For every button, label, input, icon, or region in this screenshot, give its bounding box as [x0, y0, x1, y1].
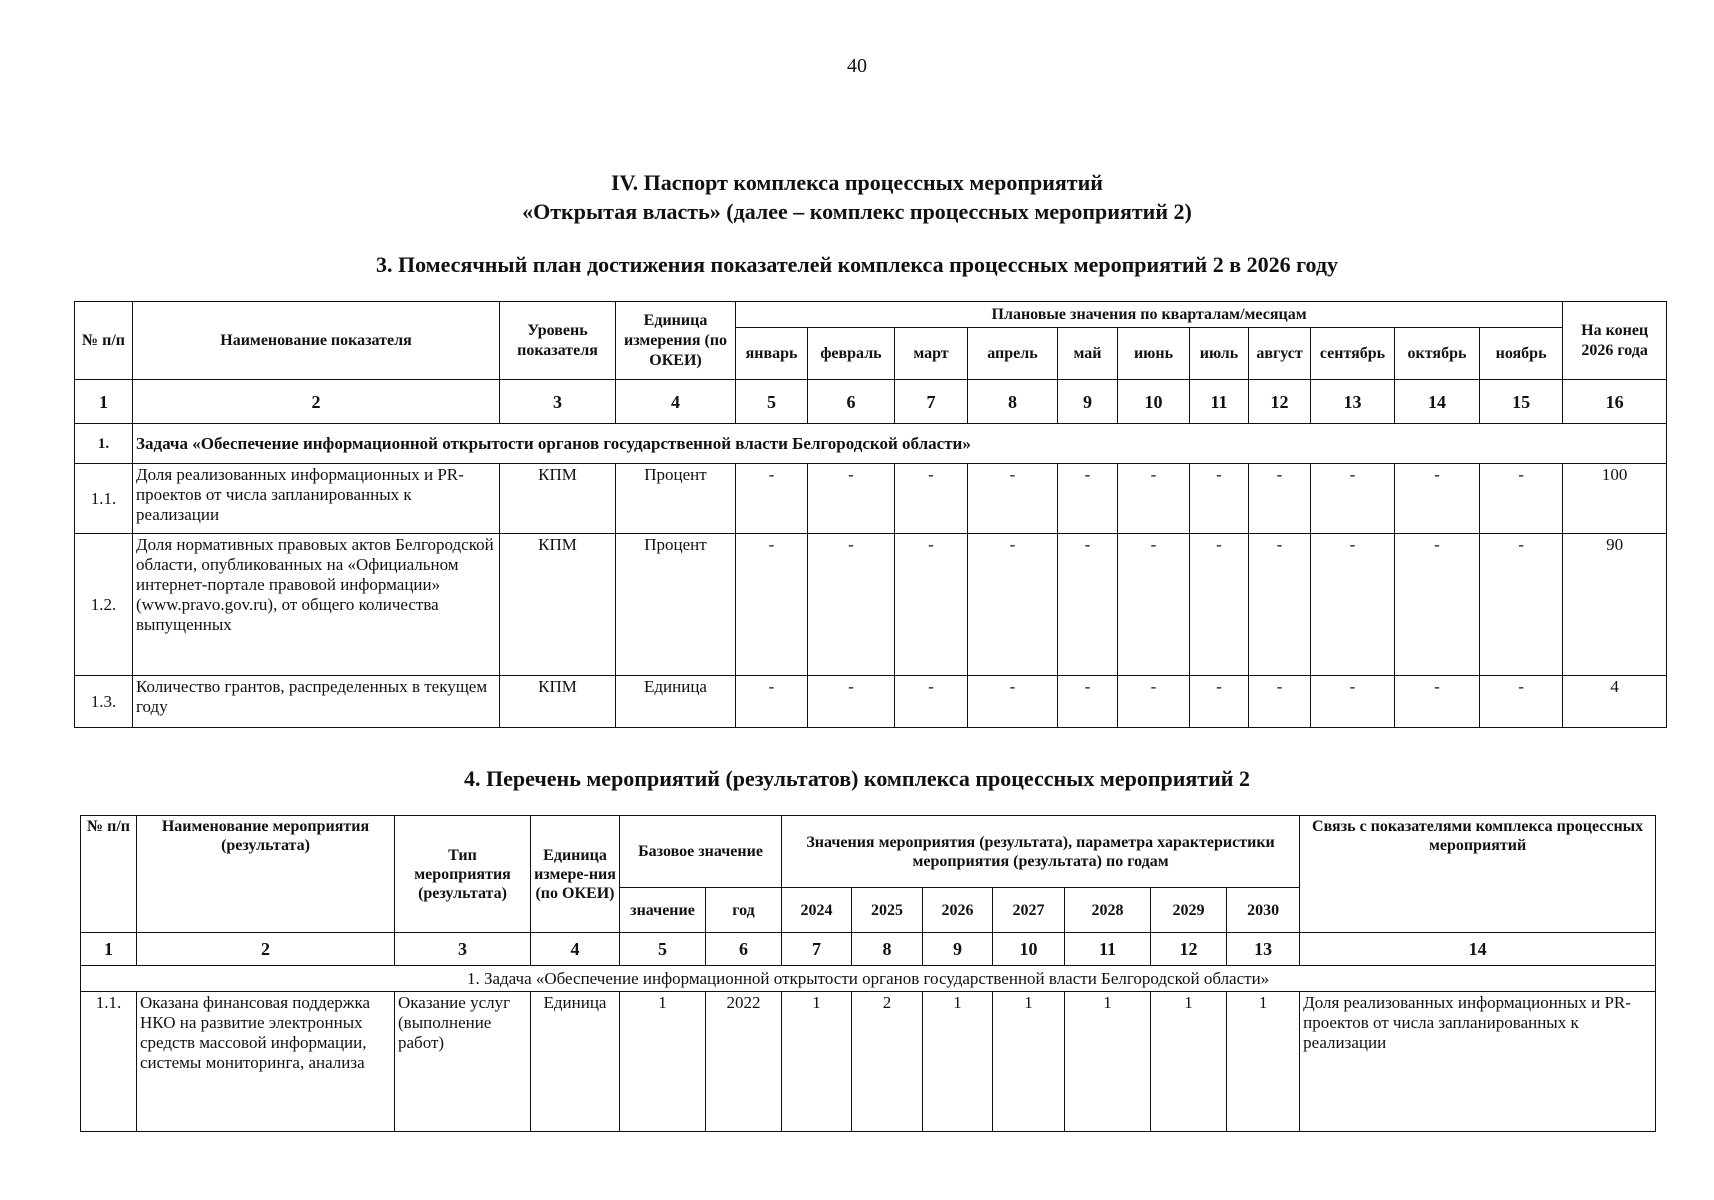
indicator-name: Доля реализованных информационных и PR-проектов от числа запланированных к реализации	[133, 464, 500, 534]
col-number: 3	[395, 933, 531, 966]
col-number: 2	[133, 380, 500, 424]
task-num: 1.	[75, 424, 133, 464]
month-value: -	[1058, 676, 1118, 728]
col-number: 6	[808, 380, 895, 424]
header-month: апрель	[968, 328, 1058, 380]
header-base-value-value: значение	[620, 888, 706, 933]
col-number: 15	[1480, 380, 1563, 424]
month-value: -	[1480, 534, 1563, 676]
year-value: 1	[1227, 992, 1300, 1132]
month-value: -	[895, 464, 968, 534]
month-value: -	[1249, 676, 1311, 728]
header-month: январь	[736, 328, 808, 380]
header-month: ноябрь	[1480, 328, 1563, 380]
end-of-year-value: 4	[1563, 676, 1667, 728]
header-num: № п/п	[75, 302, 133, 380]
year-value: 1	[782, 992, 852, 1132]
indicator-name: Доля нормативных правовых актов Белгородской области, опубликованных на «Официальном интернет-портале правовой информации» (www.pravo.gov.ru), от общего количества выпущенных	[133, 534, 500, 676]
header-level: Уровень показателя	[500, 302, 616, 380]
header-month: июль	[1190, 328, 1249, 380]
section-title-line-2: «Открытая власть» (далее – комплекс процессных мероприятий 2)	[522, 199, 1192, 224]
header-unit: Единица измерения (по ОКЕИ)	[616, 302, 736, 380]
month-value: -	[1190, 676, 1249, 728]
col-number: 5	[736, 380, 808, 424]
col-number: 1	[75, 380, 133, 424]
month-value: -	[968, 464, 1058, 534]
section-title-line-1: IV. Паспорт комплекса процессных мероприятий	[611, 170, 1103, 195]
header-month: октябрь	[1395, 328, 1480, 380]
header-unit: Единица измере-ния (по ОКЕИ)	[531, 816, 620, 933]
row-num: 1.3.	[75, 676, 133, 728]
col-number: 11	[1190, 380, 1249, 424]
row-num: 1.1.	[75, 464, 133, 534]
indicator-unit: Единица	[616, 676, 736, 728]
month-value: -	[895, 534, 968, 676]
table-row	[81, 992, 1656, 1132]
table-row	[75, 464, 1667, 534]
col-number: 6	[706, 933, 782, 966]
page-number: 40	[847, 55, 867, 77]
month-value: -	[1249, 464, 1311, 534]
col-number: 2	[137, 933, 395, 966]
col-number: 5	[620, 933, 706, 966]
month-value: -	[808, 676, 895, 728]
indicator-unit: Процент	[616, 534, 736, 676]
header-month: май	[1058, 328, 1118, 380]
header-num: № п/п	[81, 816, 137, 933]
month-value: -	[1118, 464, 1190, 534]
col-number: 12	[1249, 380, 1311, 424]
col-number: 8	[968, 380, 1058, 424]
month-value: -	[1249, 534, 1311, 676]
month-value: -	[736, 676, 808, 728]
col-number: 13	[1311, 380, 1395, 424]
row-num: 1.1.	[81, 992, 137, 1132]
header-activity-name: Наименование мероприятия (результата)	[137, 816, 395, 933]
month-value: -	[736, 464, 808, 534]
col-number: 8	[852, 933, 923, 966]
end-of-year-value: 90	[1563, 534, 1667, 676]
year-value: 2	[852, 992, 923, 1132]
month-value: -	[968, 676, 1058, 728]
indicator-level: КПМ	[500, 464, 616, 534]
header-base-value: Базовое значение	[620, 816, 782, 888]
month-value: -	[1480, 464, 1563, 534]
task-text: 1. Задача «Обеспечение информационной открытости органов государственной власти Белгородской области»	[81, 966, 1656, 992]
col-number: 9	[923, 933, 993, 966]
header-month: август	[1249, 328, 1311, 380]
header-month: сентябрь	[1311, 328, 1395, 380]
table-row	[75, 534, 1667, 676]
header-year: 2026	[923, 888, 993, 933]
header-year: 2029	[1151, 888, 1227, 933]
header-year: 2027	[993, 888, 1065, 933]
month-value: -	[1311, 676, 1395, 728]
col-number: 7	[895, 380, 968, 424]
indicator-level: КПМ	[500, 534, 616, 676]
col-number: 11	[1065, 933, 1151, 966]
indicator-unit: Процент	[616, 464, 736, 534]
month-value: -	[1058, 534, 1118, 676]
header-base-value-year: год	[706, 888, 782, 933]
month-value: -	[895, 676, 968, 728]
col-number: 9	[1058, 380, 1118, 424]
month-value: -	[1190, 464, 1249, 534]
activities-table	[80, 815, 1656, 1132]
table-row	[75, 676, 1667, 728]
base-value: 1	[620, 992, 706, 1132]
month-value: -	[1311, 464, 1395, 534]
month-value: -	[736, 534, 808, 676]
indicator-level: КПМ	[500, 676, 616, 728]
year-value: 1	[1151, 992, 1227, 1132]
activity-name: Оказана финансовая поддержка НКО на развитие электронных средств массовой информации, системы мониторинга, анализа	[137, 992, 395, 1132]
month-value: -	[1395, 464, 1480, 534]
header-end-of-year: На конец 2026 года	[1563, 302, 1667, 380]
indicator-name: Количество грантов, распределенных в текущем году	[133, 676, 500, 728]
header-year: 2030	[1227, 888, 1300, 933]
col-number: 14	[1395, 380, 1480, 424]
end-of-year-value: 100	[1563, 464, 1667, 534]
year-value: 1	[1065, 992, 1151, 1132]
row-num: 1.2.	[75, 534, 133, 676]
month-value: -	[1190, 534, 1249, 676]
col-number: 10	[993, 933, 1065, 966]
header-planned-values: Плановые значения по кварталам/месяцам	[736, 302, 1563, 328]
month-value: -	[1480, 676, 1563, 728]
base-year: 2022	[706, 992, 782, 1132]
header-values-by-year: Значения мероприятия (результата), параметра характеристики мероприятия (результата) по годам	[782, 816, 1300, 888]
month-value: -	[808, 464, 895, 534]
month-value: -	[1311, 534, 1395, 676]
col-number: 14	[1300, 933, 1656, 966]
col-number: 12	[1151, 933, 1227, 966]
col-number: 13	[1227, 933, 1300, 966]
col-number: 4	[616, 380, 736, 424]
year-value: 1	[993, 992, 1065, 1132]
header-year: 2028	[1065, 888, 1151, 933]
col-number: 7	[782, 933, 852, 966]
table3-title: 3. Помесячный план достижения показателей комплекса процессных мероприятий 2 в 2026 году	[375, 252, 1339, 277]
col-number: 10	[1118, 380, 1190, 424]
col-number: 4	[531, 933, 620, 966]
month-value: -	[1118, 534, 1190, 676]
col-number: 16	[1563, 380, 1667, 424]
year-value: 1	[923, 992, 993, 1132]
header-year: 2025	[852, 888, 923, 933]
month-value: -	[1395, 676, 1480, 728]
header-year: 2024	[782, 888, 852, 933]
activity-type: Оказание услуг (выполнение работ)	[395, 992, 531, 1132]
month-value: -	[1118, 676, 1190, 728]
month-value: -	[1395, 534, 1480, 676]
month-value: -	[808, 534, 895, 676]
task-text: Задача «Обеспечение информационной открытости органов государственной власти Белгородской области»	[133, 424, 1667, 464]
linked-indicator: Доля реализованных информационных и PR-проектов от числа запланированных к реализации	[1300, 992, 1656, 1132]
col-number: 3	[500, 380, 616, 424]
header-link: Связь с показателями комплекса процессных мероприятий	[1300, 816, 1656, 933]
month-value: -	[968, 534, 1058, 676]
col-number: 1	[81, 933, 137, 966]
header-activity-type: Тип мероприятия (результата)	[395, 816, 531, 933]
header-month: июнь	[1118, 328, 1190, 380]
table4-title: 4. Перечень мероприятий (результатов) комплекса процессных мероприятий 2	[464, 766, 1250, 791]
header-indicator-name: Наименование показателя	[133, 302, 500, 380]
activity-unit: Единица	[531, 992, 620, 1132]
header-month: февраль	[808, 328, 895, 380]
monthly-plan-table	[74, 301, 1667, 728]
header-month: март	[895, 328, 968, 380]
month-value: -	[1058, 464, 1118, 534]
